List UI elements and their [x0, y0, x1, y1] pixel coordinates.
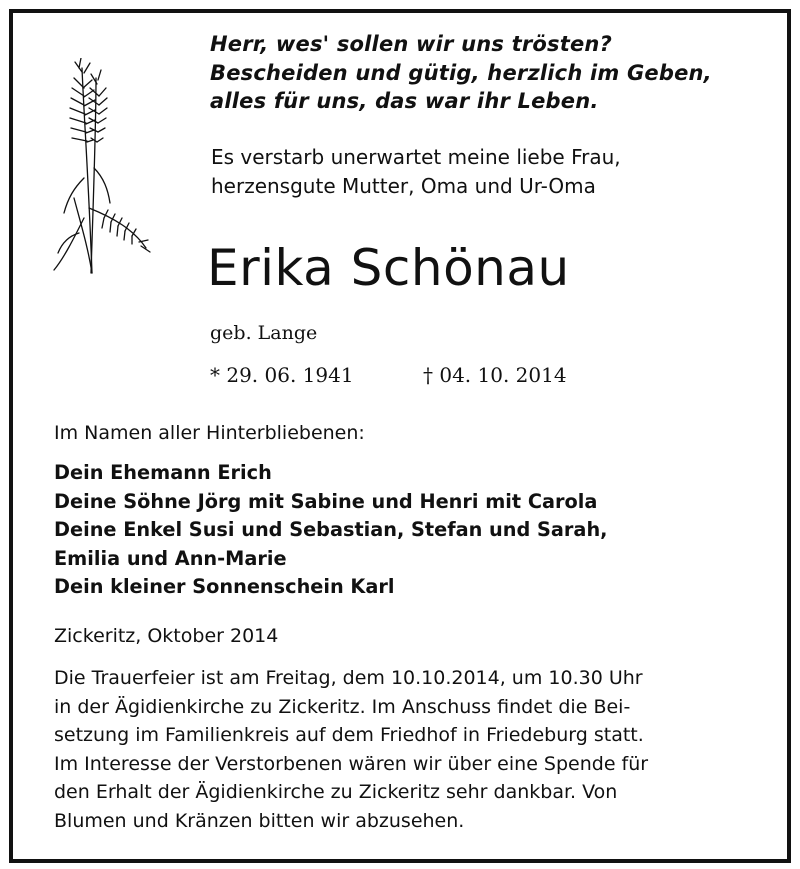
verse-line: Bescheiden und gütig, herzlich im Geben,: [210, 60, 712, 85]
funeral-line: den Erhalt der Ägidienkirche zu Zickeritz sehr dankbar. Von: [54, 781, 618, 803]
verse: [210, 30, 712, 116]
funeral-line: Blumen und Kränzen bitten wir abzusehen.: [54, 809, 465, 832]
verse-line: alles für uns, das war ihr Leben.: [210, 89, 599, 113]
funeral-line: setzung im Familienkreis auf dem Friedhof in Friedeburg statt.: [54, 724, 644, 746]
maiden-name: geb. Lange: [210, 322, 318, 344]
funeral-line: in der Ägidienkirche zu Zickeritz. Im Anschuss findet die Bei-: [54, 695, 631, 718]
announcement-intro: [211, 143, 621, 201]
mourner-line: Emilia und Ann-Marie: [54, 546, 287, 570]
place-date: Zickeritz, Oktober 2014: [54, 625, 279, 647]
funeral-details: [54, 664, 754, 835]
intro-line: herzensgute Mutter, Oma und Ur-Oma: [211, 174, 596, 198]
life-dates: [210, 361, 567, 389]
mourner-line: Deine Enkel Susi und Sebastian, Stefan und Sarah,: [54, 518, 608, 541]
death-date: † 04. 10. 2014: [423, 363, 567, 387]
wheat-ears-icon: [44, 58, 154, 278]
mourners-list: [54, 459, 608, 602]
mourner-line: Dein kleiner Sonnenschein Karl: [54, 575, 395, 598]
mourner-line: Dein Ehemann Erich: [54, 461, 272, 484]
mourners-intro: Im Namen aller Hinterbliebenen:: [54, 422, 365, 444]
verse-line: Herr, wes' sollen wir uns trösten?: [210, 32, 612, 56]
funeral-line: Die Trauerfeier ist am Freitag, dem 10.10.2014, um 10.30 Uhr: [54, 667, 643, 689]
deceased-name: Erika Schönau: [207, 239, 570, 297]
funeral-line: Im Interesse der Verstorbenen wären wir über eine Spende für: [54, 752, 649, 775]
birth-date: * 29. 06. 1941: [210, 363, 354, 387]
mourner-line: Deine Söhne Jörg mit Sabine und Henri mit Carola: [54, 489, 598, 513]
intro-line: Es verstarb unerwartet meine liebe Frau,: [211, 145, 621, 169]
